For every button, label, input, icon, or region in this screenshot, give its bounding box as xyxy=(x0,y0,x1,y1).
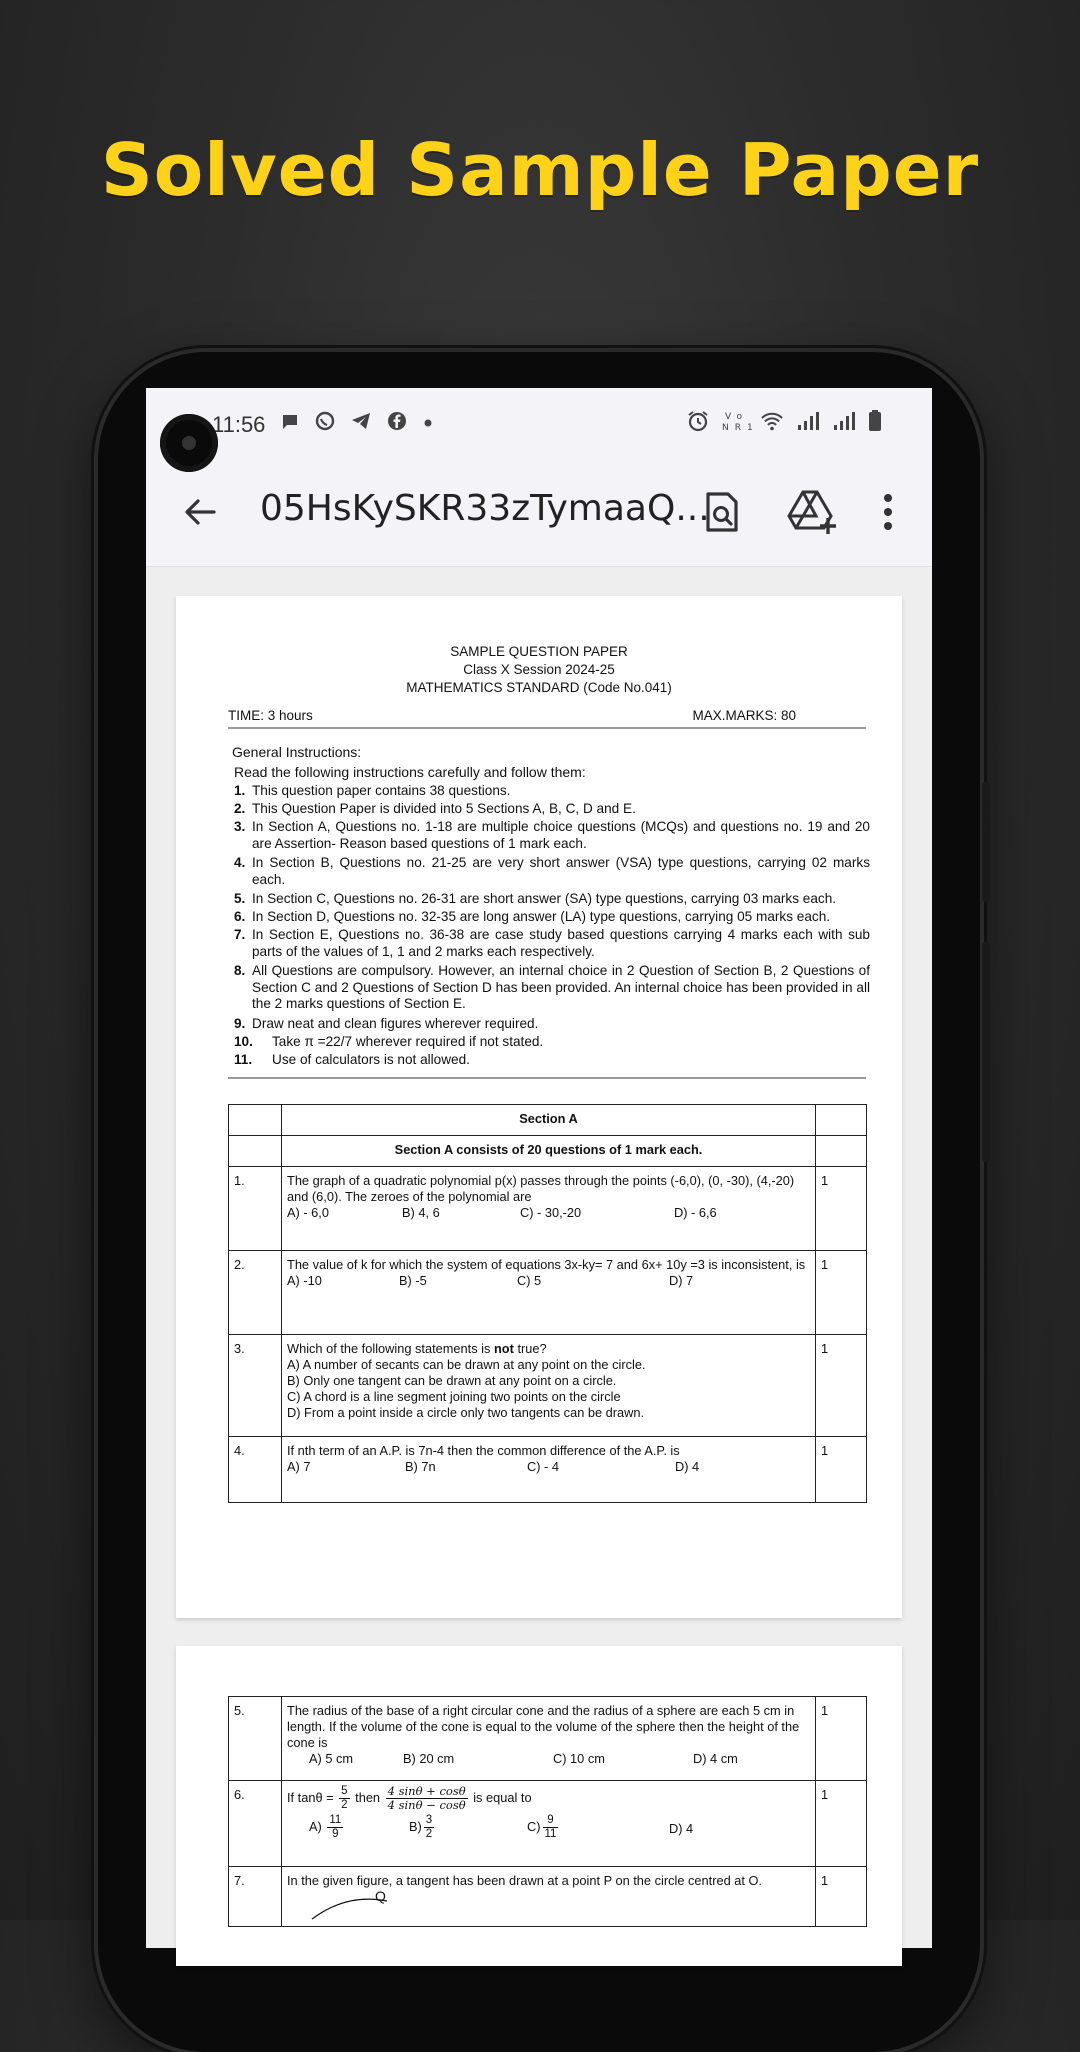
instructions-intro: Read the following instructions carefully and follow them: xyxy=(234,764,586,780)
question-options xyxy=(287,1751,810,1767)
question-text: The value of k for which the system of equations 3x-ky= 7 and 6x+ 10y =3 is inconsistent, is xyxy=(287,1257,806,1272)
option: C) 10 cm xyxy=(553,1751,605,1766)
question-marks: 1 xyxy=(816,1867,867,1927)
instruction-number: 5. xyxy=(234,891,246,906)
option: D) 7 xyxy=(669,1273,694,1288)
option: D) - 6,6 xyxy=(674,1205,717,1220)
questions-table xyxy=(228,1104,867,1503)
fraction xyxy=(424,1814,434,1841)
paper-subject: MATHEMATICS STANDARD (Code No.041) xyxy=(406,680,672,695)
circle-arc xyxy=(307,1889,427,1919)
facebook-icon xyxy=(386,410,408,432)
question-body xyxy=(282,1867,816,1927)
table-cell xyxy=(229,1105,282,1136)
question-row xyxy=(229,1781,867,1867)
option: A) - 6,0 xyxy=(287,1205,329,1220)
instruction-number: 3. xyxy=(234,819,246,834)
instruction-text: In Section B, Questions no. 21-25 are very short answer (VSA) type questions, carrying 02 marks each. xyxy=(252,855,870,887)
telegram-icon xyxy=(350,410,372,432)
question-marks: 1 xyxy=(816,1167,867,1251)
option xyxy=(309,1814,409,1844)
instruction-item xyxy=(234,819,874,852)
question-row xyxy=(229,1335,867,1437)
instruction-text: Take π =22/7 wherever required if not stated. xyxy=(272,1034,544,1049)
fraction-numerator: 11 xyxy=(329,1814,342,1826)
document-title: 05HsKySKR33zTymaaQ... xyxy=(260,488,710,529)
instruction-item xyxy=(234,891,874,908)
system-icons xyxy=(687,410,882,438)
fraction-numerator: 5 xyxy=(341,1785,348,1797)
question-number: 6. xyxy=(229,1781,282,1867)
instruction-item xyxy=(234,909,874,926)
paper-time: TIME: 3 hours xyxy=(228,708,313,723)
app-bar xyxy=(146,460,932,567)
question-number: 2. xyxy=(229,1251,282,1335)
option: B) 4, 6 xyxy=(402,1205,440,1220)
dot-icon xyxy=(423,412,433,432)
fraction-numerator: 4 sinθ + cosθ xyxy=(387,1784,466,1798)
question-text xyxy=(287,1785,810,1812)
question-marks: 1 xyxy=(816,1781,867,1867)
vo-label: Vo xyxy=(724,412,748,422)
question-number: 4. xyxy=(229,1437,282,1503)
option-label: A) xyxy=(309,1818,322,1834)
question-text-post: true? xyxy=(513,1341,547,1356)
question-options xyxy=(287,1459,810,1475)
power-button xyxy=(982,942,990,1162)
instruction-item xyxy=(234,927,874,960)
trig-expression xyxy=(386,1785,468,1812)
section-subtitle: Section A consists of 20 questions of 1 mark each. xyxy=(282,1136,816,1167)
divider xyxy=(228,1077,866,1079)
fraction-numerator: 9 xyxy=(543,1814,559,1828)
more-vert-icon[interactable] xyxy=(880,490,896,534)
instruction-text: Use of calculators is not allowed. xyxy=(272,1052,470,1067)
fraction xyxy=(327,1814,343,1841)
option: A) 5 cm xyxy=(309,1751,354,1766)
statement-line: C) A chord is a line segment joining two points on the circle xyxy=(287,1389,621,1404)
fraction-denominator: 11 xyxy=(544,1828,557,1840)
option: B) -5 xyxy=(399,1273,427,1288)
option: C) - 30,-20 xyxy=(520,1205,582,1220)
option: D) 4 cm xyxy=(693,1751,738,1766)
promo-headline: Solved Sample Paper xyxy=(100,128,980,212)
wifi-icon xyxy=(760,410,784,432)
signal-icon xyxy=(832,410,856,432)
question-text-if: If tanθ = xyxy=(287,1789,334,1805)
divider xyxy=(228,727,866,729)
whatsapp-icon xyxy=(314,410,336,432)
instruction-number: 4. xyxy=(234,855,246,870)
pdf-page-1 xyxy=(176,596,902,1618)
question-row xyxy=(229,1867,867,1927)
question-marks: 1 xyxy=(816,1251,867,1335)
instruction-number: 2. xyxy=(234,801,246,816)
instruction-number: 1. xyxy=(234,783,246,798)
section-title: Section A xyxy=(282,1105,816,1136)
question-marks: 1 xyxy=(816,1335,867,1437)
question-number: 5. xyxy=(229,1697,282,1781)
question-row xyxy=(229,1167,867,1251)
vo-nr-icon xyxy=(721,410,759,433)
instruction-text: This Question Paper is divided into 5 Sections A, B, C, D and E. xyxy=(252,801,636,816)
instruction-number: 11. xyxy=(234,1052,253,1067)
question-body xyxy=(282,1335,816,1437)
instruction-number: 9. xyxy=(234,1016,246,1031)
question-row xyxy=(229,1251,867,1335)
option: C) 5 xyxy=(517,1273,542,1288)
option: A) 7 xyxy=(287,1459,311,1474)
option-label: B) xyxy=(409,1818,422,1834)
statement-line: A) A number of secants can be drawn at any point on the circle. xyxy=(287,1357,646,1372)
option: D) 4 xyxy=(675,1459,700,1474)
option: A) -10 xyxy=(287,1273,322,1288)
question-options xyxy=(287,1273,810,1289)
option: C) - 4 xyxy=(527,1459,559,1474)
table-cell xyxy=(229,1136,282,1167)
option-label: C) xyxy=(527,1818,541,1834)
fraction xyxy=(339,1785,349,1812)
question-text: The graph of a quadratic polynomial p(x) passes through the points (-6,0), (0, -30), (4,-20) and (6,0). The zeroes of the polynomial are xyxy=(287,1173,795,1204)
question-number: 1. xyxy=(229,1167,282,1251)
question-options xyxy=(287,1814,810,1844)
question-text: The radius of the base of a right circular cone and the radius of a sphere are each 5 cm in length. If the volume of the cone is equal to the volume of the sphere then the height of the cone is xyxy=(287,1703,800,1750)
table-cell xyxy=(816,1136,867,1167)
instruction-number: 7. xyxy=(234,927,246,942)
instruction-text: In Section C, Questions no. 26-31 are short answer (SA) type questions, carrying 03 marks each. xyxy=(252,891,837,906)
front-camera xyxy=(160,414,218,472)
pdf-page-2 xyxy=(176,1646,902,1966)
question-row xyxy=(229,1437,867,1503)
question-options xyxy=(287,1205,810,1221)
question-row xyxy=(229,1697,867,1781)
volume-button xyxy=(982,782,990,902)
arrow-left-icon[interactable] xyxy=(178,490,222,534)
question-text: If nth term of an A.P. is 7n-4 then the common difference of the A.P. is xyxy=(287,1443,680,1458)
fraction-numerator: 3 xyxy=(425,1814,433,1826)
nr-label: NR1 xyxy=(721,423,759,433)
fraction-denominator: 9 xyxy=(332,1828,339,1840)
figure-label: Q xyxy=(375,1888,386,1904)
instruction-item xyxy=(234,1034,874,1051)
option xyxy=(409,1814,527,1844)
instructions-heading: General Instructions: xyxy=(232,744,362,760)
instruction-item xyxy=(234,855,874,888)
document-search-icon[interactable] xyxy=(698,488,746,536)
add-to-drive-icon[interactable] xyxy=(786,488,838,536)
status-time: 11:56 xyxy=(212,412,266,437)
option xyxy=(527,1814,669,1844)
question-body xyxy=(282,1781,816,1867)
battery-icon xyxy=(868,410,882,432)
paper-class: Class X Session 2024-25 xyxy=(463,662,615,677)
question-number: 7. xyxy=(229,1867,282,1927)
notification-icons xyxy=(280,410,433,438)
question-number: 3. xyxy=(229,1335,282,1437)
instruction-text: In Section E, Questions no. 36-38 are case study based questions carrying 4 marks each with sub parts of the values of 1, 1 and 2 marks each respectively. xyxy=(252,927,870,959)
instruction-text: All Questions are compulsory. However, an internal choice in 2 Question of Section B, 2 Questions of Section C and 2 Questions of Section D has been provided. An internal choice has been provided in all the 2 marks questions of Section E. xyxy=(252,963,870,1011)
statement-line: D) From a point inside a circle only two tangents can be drawn. xyxy=(287,1405,645,1420)
chat-bubble-icon xyxy=(280,412,300,432)
question-text-then: then xyxy=(355,1789,381,1805)
questions-table xyxy=(228,1696,867,1927)
instruction-text: Draw neat and clean figures wherever required. xyxy=(252,1016,539,1031)
question-body xyxy=(282,1251,816,1335)
alarm-icon xyxy=(687,410,709,432)
question-text-eq: is equal to xyxy=(473,1789,532,1805)
paper-max-marks: MAX.MARKS: 80 xyxy=(692,708,796,723)
question-text xyxy=(287,1341,810,1357)
instruction-item xyxy=(234,1016,874,1033)
option: B) 20 cm xyxy=(403,1751,455,1766)
emphasis-text: not xyxy=(493,1341,514,1356)
circle-figure xyxy=(287,1889,810,1919)
fraction-denominator: 2 xyxy=(425,1828,433,1840)
instruction-item xyxy=(234,1052,874,1069)
question-body xyxy=(282,1167,816,1251)
instruction-item xyxy=(234,801,874,818)
option: B) 7n xyxy=(405,1459,436,1474)
fraction-denominator: 2 xyxy=(341,1799,348,1811)
instruction-number: 10. xyxy=(234,1034,253,1049)
fraction xyxy=(543,1814,559,1841)
statement-line: B) Only one tangent can be drawn at any point on a circle. xyxy=(287,1373,617,1388)
instruction-item xyxy=(234,783,874,800)
paper-title: SAMPLE QUESTION PAPER xyxy=(450,644,628,659)
question-body xyxy=(282,1437,816,1503)
instruction-number: 8. xyxy=(234,963,246,978)
table-cell xyxy=(816,1105,867,1136)
question-body xyxy=(282,1697,816,1781)
instruction-text: This question paper contains 38 questions. xyxy=(252,783,511,798)
fraction-denominator: 4 sinθ − cosθ xyxy=(387,1798,466,1812)
phone-screen xyxy=(146,388,932,1948)
question-marks: 1 xyxy=(816,1697,867,1781)
instruction-text: In Section D, Questions no. 32-35 are long answer (LA) type questions, carrying 05 marks each. xyxy=(252,909,831,924)
question-text-pre: Which of the following statements is xyxy=(287,1341,494,1356)
question-text: In the given figure, a tangent has been drawn at a point P on the circle centred at O. xyxy=(287,1873,762,1888)
instruction-text: In Section A, Questions no. 1-18 are multiple choice questions (MCQs) and questions no. 19 and 20 are Assertion- Reason based questions of 1 mark each. xyxy=(252,819,870,851)
instruction-number: 6. xyxy=(234,909,246,924)
status-bar xyxy=(146,388,932,460)
question-marks: 1 xyxy=(816,1437,867,1503)
instruction-item xyxy=(234,963,874,1013)
signal-icon xyxy=(796,410,820,432)
option: D) 4 xyxy=(669,1821,694,1836)
